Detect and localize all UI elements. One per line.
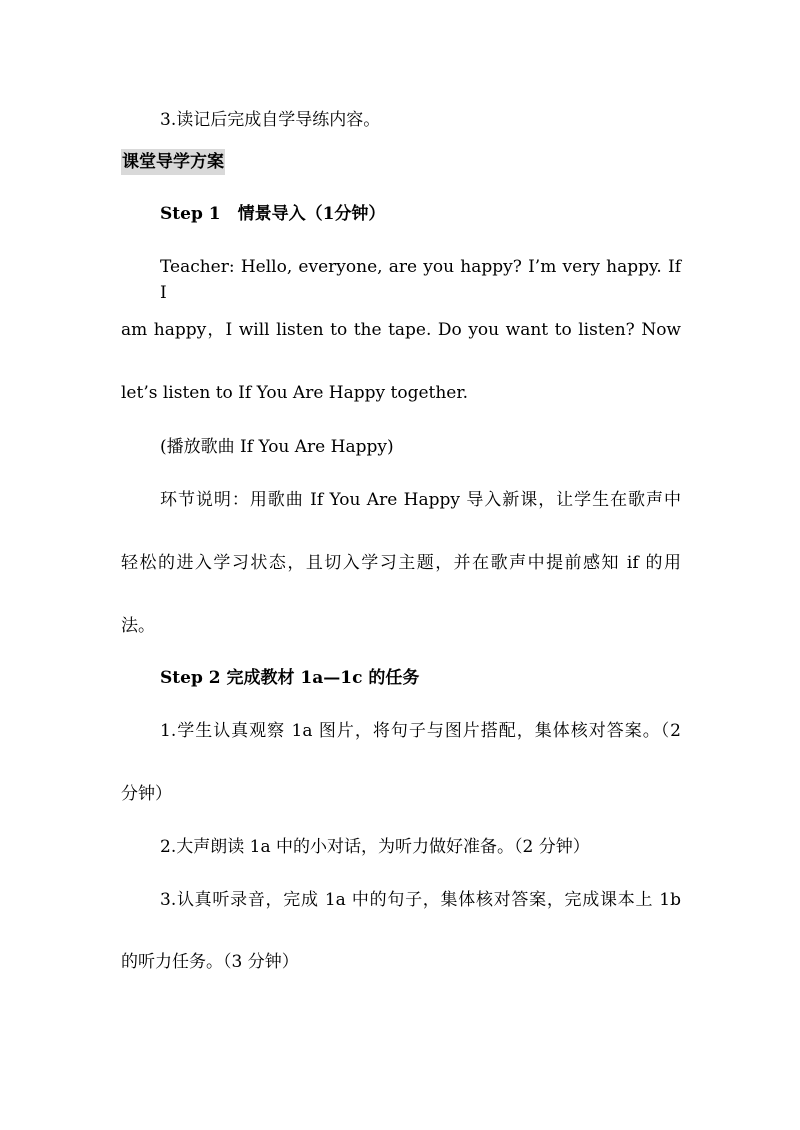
step1-teacher-line-3: let’s listen to If You Are Happy together.	[121, 383, 469, 403]
step2-item-2: 2.大声朗读 1a 中的小对话，为听力做好准备。（2 分钟）	[160, 837, 590, 857]
step2-item-1-line-2: 分钟）	[121, 784, 172, 804]
step1-teacher-line-1: Teacher: Hello, everyone, are you happy? I’m very happy. If I	[160, 257, 681, 303]
step1-explain-line-1: 环节说明：用歌曲 If You Are Happy 导入新课，让学生在歌声中	[160, 490, 681, 510]
section-title: 课堂导学方案	[121, 149, 225, 175]
step1-teacher-line-2: am happy，I will listen to the tape. Do you want to listen? Now	[121, 320, 681, 340]
step2-item-1-line-1: 1.学生认真观察 1a 图片，将句子与图片搭配，集体核对答案。（2	[160, 721, 681, 741]
step2-heading: Step 2 完成教材 1a—1c 的任务	[160, 668, 420, 688]
step2-item-3-line-1: 3.认真听录音，完成 1a 中的句子，集体核对答案，完成课本上 1b	[160, 890, 681, 910]
step1-play-note: (播放歌曲 If You Are Happy)	[160, 437, 394, 457]
step2-item-3-line-2: 的听力任务。（3 分钟）	[121, 952, 299, 972]
intro-item: 3.读记后完成自学导练内容。	[160, 110, 381, 130]
step1-heading: Step 1 情景导入（1分钟）	[160, 204, 386, 224]
step1-explain-line-2: 轻松的进入学习状态，且切入学习主题，并在歌声中提前感知 if 的用	[121, 553, 681, 573]
step1-explain-line-3: 法。	[121, 616, 155, 636]
